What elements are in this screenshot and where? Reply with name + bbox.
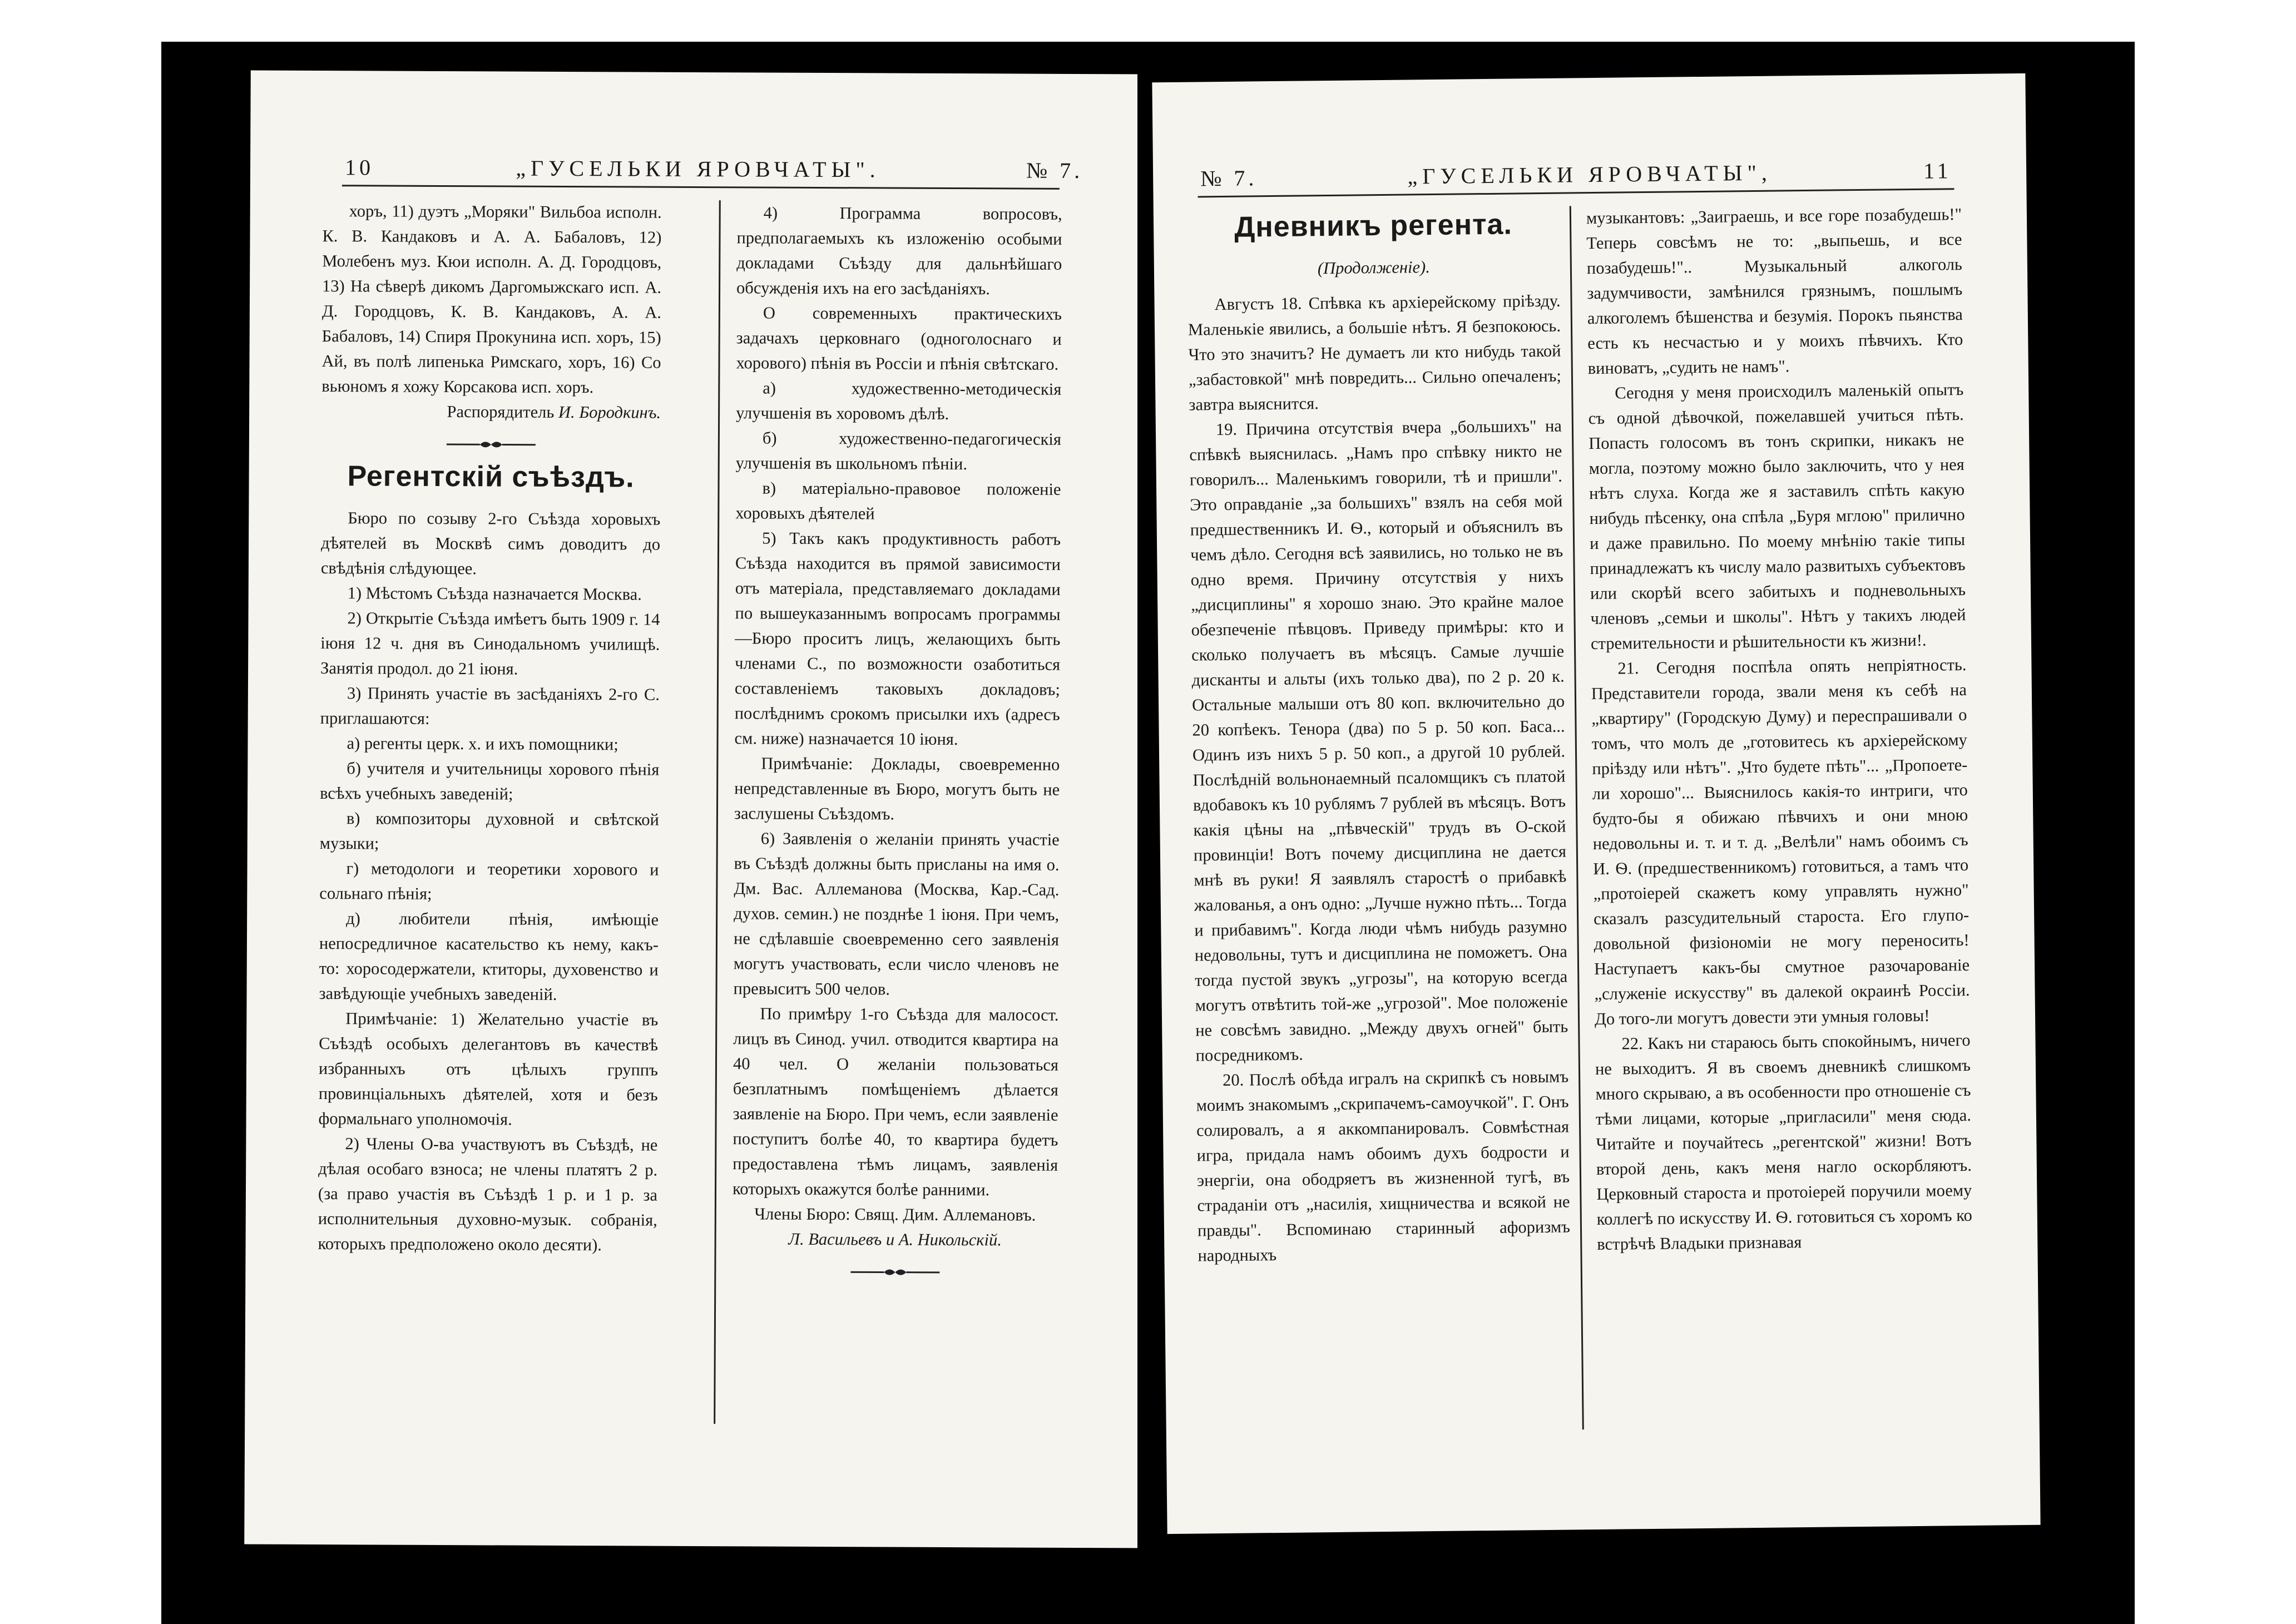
congress-col2-para-5: 5) Такъ какъ продуктивность работъ Съѣзда находится въ прямой зависимости отъ матеріала, представляемаго докладами по вышеуказаннымъ вопросамъ программы—Бюро проситъ лицъ, желающихъ быть членами С., по возможности озаботиться составленіемъ таковыхъ докладовъ; послѣднимъ срокомъ присылки ихъ (адресъ см. ниже) назначается 10 іюня.: [734, 528, 1061, 749]
right-running-title: „ГУСЕЛЬКИ ЯРОВЧАТЫ",: [1407, 160, 1773, 189]
organizer-name: И. Бородкинъ.: [558, 402, 661, 422]
congress-para-1: 1) Мѣстомъ Съѣзда назначается Москва.: [347, 583, 642, 604]
congress-para-0: Бюро по созыву 2-го Съѣзда хоровыхъ дѣятелей въ Москвѣ симъ доводитъ до свѣдѣнія слѣдующее.: [320, 508, 661, 578]
organizer-line: Распорядитель И. Бородкинъ.: [447, 402, 661, 422]
right-page: [1152, 73, 2040, 1534]
congress-col2-para-1: О современныхъ практическихъ задачахъ церковнаго (одноголоснаго и хорового) пѣнія въ Россіи и пѣнія свѣтскаго.: [736, 303, 1062, 374]
congress-para-5: б) учителя и учительницы хорового пѣнія всѣхъ учебныхъ заведеній;: [320, 759, 660, 804]
bureau-signature-1: Члены Бюро: Свящ. Дим. Аллемановъ.: [754, 1204, 1036, 1225]
ornament-divider-icon: [441, 438, 541, 452]
diary-para-1: 19. Причина отсутствія вчера „большихъ" на спѣвкѣ выяснилась. „Намъ про спѣвку никто не говорилъ... Маленькимъ говорили, тѣ и пришли". Это оправданіе „за большихъ" взялъ на себя мой предшественникъ И. Ѳ., который и объяснилъ въ чемъ дѣло. Сегодня всѣ заявились, но только не въ одно время. Причину отсутствія у нихъ „дисциплины" я хорошо знаю. Это крайне малое обезпеченіе пѣвцовъ. Приведу примѣры: кто и сколько получаетъ въ мѣсяцъ. Самые лучшіе дисканты и альты (ихъ только два), по 2 р. 20 к. Остальные малыши отъ 80 коп. включительно до 20 копѣекъ. Тенора (два) по 5 р. 50 коп. Баса... Одинъ изъ нихъ 5 р. 50 коп., а другой 10 рублей. Послѣдній вольнонаемный псаломщикъ съ платой вдобавокъ къ 10 рублямъ 7 рублей въ мѣсяцъ. Вотъ какія цѣны на „пѣвческій" трудъ въ О-ской провинціи! Вотъ почему дисциплина не дается мнѣ въ руки! Я заявлялъ старостѣ о прибавкѣ жалованья, а онъ одно: „Лучше нужно пѣть... Тогда и прибавимъ". Когда люди чѣмъ нибудь разумно недовольны, тутъ и дисциплина не поможетъ. Она тогда пустой звукъ „угрозы", на которую всегда могутъ отвѣтить той-же „угрозой". Мое положеніе не совсѣмъ завидно. „Между двухъ огней" быть посредникомъ.: [1189, 416, 1568, 1065]
congress-col2-para-0: 4) Программа вопросовъ, предполагаемыхъ къ изложенію особыми докладами Съѣзду для дальнѣйшаго обсужденія ихъ на его засѣданіяхъ.: [736, 203, 1062, 299]
congress-col2-para-6: Примѣчаніе: Доклады, своевременно непредставленные въ Бюро, могутъ быть не заслушены Съѣздомъ.: [734, 754, 1060, 824]
congress-para-9: Примѣчаніе: 1) Желательно участіе въ Съѣздѣ особыхъ делегантовъ въ качествѣ избранныхъ отъ цѣлыхъ группъ провинціальныхъ дѣятелей, хотя и безъ формальнаго уполномочія.: [318, 1009, 659, 1129]
congress-col2-para-4: в) матеріально-правовое положеніе хоровыхъ дѣятелей: [735, 478, 1061, 523]
left-page: [244, 71, 1146, 1548]
right-page-number: 11: [1923, 158, 1952, 184]
bureau-signature-2: Л. Васильевъ и А. Никольскій.: [788, 1229, 1002, 1250]
right-issue-number: № 7.: [1200, 165, 1258, 191]
left-running-title: „ГУСЕЛЬКИ ЯРОВЧАТЫ".: [516, 155, 880, 182]
congress-para-8: д) любители пѣнія, имѣющіе непосредличное касательство къ нему, какъ-то: хоросодержатели, ктиторы, духовенство и завѣдующіе учебныхъ заведеній.: [319, 909, 659, 1004]
regent-diary-title: Дневникъ регента.: [1234, 208, 1513, 244]
diary-col2-para-3: 22. Какъ ни стараюсь быть спокойнымъ, ничего не выходитъ. Я въ своемъ дневникѣ слишкомъ много скрываю, а въ особенности про отношеніе съ тѣми лицами, которые „пригласили" меня сюда. Читайте и поучайтесь „регентской" жизни! Вотъ второй день, какъ меня нагло оскорбляютъ. Церковный староста и протоіерей поручили моему коллегѣ по искусству И. Ѳ. готовиться съ хоромъ ко встрѣчѣ Владыки признавая: [1595, 1030, 1972, 1254]
diary-col2-para-2: 21. Сегодня поспѣла опять непріятность. Представители города, звали меня къ себѣ на „квартиру" (Городскую Думу) и переспрашивали о томъ, что молъ де „готовитесь къ архіерейскому пріѣзду или нѣтъ". „Что будете пѣть"... „Пропоете-ли хорошо"... Выяснилось какія-то интриги, что будто-бы я обижаю пѣвчихъ и они мною недовольны и. т. и т. д. „Велѣли" намъ обоимъ съ И. Ѳ. (предшественникомъ) готовиться, а тамъ что „протоіерей скажетъ кому управлять нужно" сказалъ разсудительный староста. Его глупо-довольной физіономіи не могу переносить! Наступаетъ какъ-бы смутное разочарованіе „служеніе искусству" въ далекой окраинѣ Россіи. До того-ли могутъ довести эти умныя головы!: [1591, 655, 1970, 1029]
ornament-end-icon: [845, 1265, 945, 1279]
right-column-2: [1586, 202, 1973, 1257]
regent-congress-title: Регентскій съѣздъ.: [347, 460, 635, 494]
congress-para-10: 2) Члены О-ва участвуютъ въ Съѣздѣ, не дѣлая особаго взноса; не члены платятъ 2 р. (за право участія въ Съѣздѣ 1 р. и 1 р. за исполнительныя духовно-музык. собранія, которыхъ предположено около десяти).: [318, 1134, 658, 1255]
left-column-divider: [714, 200, 721, 1424]
diary-col2-para-0: музыкантовъ: „Заиграешь, и все горе позабудешь!" Теперь совсѣмъ не то: „выпьешь, и все позабудешь!".. Музыкальный алкоголь задумчивости, замѣнился грязнымъ, пошлымъ алкоголемъ бѣшенства и безумія. Порокъ пьянства есть къ несчастью и у моихъ пѣвчихъ. Кто виноватъ, „судить не намъ".: [1586, 205, 1963, 378]
diary-para-0: Августъ 18. Спѣвка къ архіерейскому пріѣзду. Маленькіе явились, а большіе нѣтъ. Я безпокоюсь. Что это значитъ? Не думаетъ ли кто нибудь такой „забастовкой" мнѣ повредить... Сильно опечаленъ; завтра выяснится.: [1187, 291, 1562, 414]
diary-col2-para-1: Сегодня у меня происходилъ маленькій опытъ съ одной дѣвочкой, пожелавшей учиться пѣть. Попасть голосомъ въ тонъ скрипки, никакъ не могла, поэтому можно было заключить, что у нея нѣтъ слуха. Когда же я заставилъ спѣть какую нибудь пѣсенку, она спѣла „Буря мглою" прилично и даже правильно. По моему мнѣнію такіе типы принадлежатъ къ числу мало развитыхъ субъектовъ или скорѣй всего забитыхъ и подневольныхъ членовъ „семьи и школы". Нѣтъ у такихъ людей стремительности и рѣшительности къ жизни!.: [1588, 380, 1966, 653]
left-page-number: 10: [344, 155, 374, 180]
concert-program-text: хоръ, 11) дуэтъ „Моряки" Вильбоа исполн. К. В. Кандаковъ и А. А. Бабаловъ, 12) Молебенъ муз. Кюи исполн. А. Д. Городцовъ, 13) На сѣверѣ дикомъ Даргомыжскаго исп. А. Д. Городцовъ, К. В. Кандаковъ, А. А. Бабаловъ, 14) Спиря Прокунина исп. хоръ, 15) Ай, въ полѣ липенька Римскаго, хоръ, 16) Со вьюномъ я хожу Корсакова исп. хоръ.: [321, 201, 662, 397]
right-column-1: [1187, 206, 1571, 1269]
congress-para-7: г) методологи и теоретики хорового и сольнаго пѣнія;: [319, 859, 659, 903]
congress-para-6: в) композиторы духовной и свѣтской музыки;: [319, 809, 659, 853]
congress-para-2: 2) Открытіе Съѣзда имѣетъ быть 1909 г. 14 іюня 12 ч. дня въ Синодальномъ училищѣ. Занятія продол. до 21 іюня.: [320, 608, 660, 679]
left-column-2: [732, 200, 1062, 1293]
congress-col2-para-8: По примѣру 1-го Съѣзда для малосост. лицъ въ Синод. учил. отводится квартира на 40 чел. О желаніи пользоваться безплатнымъ помѣщеніемъ дѣлается заявленіе на Бюро. При чемъ, если заявленіе поступитъ болѣе 40, то квартира будетъ предоставлена тѣмъ лицамъ, заявленія которыхъ окажутся болѣе ранними.: [732, 1004, 1059, 1200]
congress-col2-para-7: 6) Заявленія о желаніи принять участіе въ Съѣздѣ должны быть присланы на имя о. Дм. Вас. Аллеманова (Москва, Кар.-Сад. духов. семин.) не позднѣе 1 іюня. При чемъ, не сдѣлавшіе своевременно сего заявленія могутъ участвовать, если число членовъ не превыситъ 500 челов.: [733, 829, 1060, 999]
congress-para-4: а) регенты церк. х. и ихъ помощники;: [347, 734, 618, 754]
right-column-divider: [1570, 206, 1584, 1429]
congress-para-3: 3) Принять участіе въ засѣданіяхъ 2-го С. приглашаются:: [320, 684, 660, 728]
continuation-note: (Продолженіе).: [1317, 258, 1431, 278]
congress-col2-para-2: а) художественно-методическія улучшенія въ хоровомъ дѣлѣ.: [736, 378, 1062, 423]
diary-para-2: 20. Послѣ обѣда игралъ на скрипкѣ съ новымъ моимъ знакомымъ „скрипачемъ-самоучкой". Г. Онъ солировалъ, а я аккомпанировалъ. Совмѣстная игра, придала намъ обоимъ духъ бодрости и энергіи, она ободряетъ въ жизненной тугѣ, въ страданіи отъ „насилія, хищничества и всякой не правды". Вспоминаю старинный афоризмъ народныхъ: [1196, 1067, 1571, 1265]
congress-col2-para-3: б) художественно-педагогическія улучшенія въ школьномъ пѣніи.: [735, 428, 1061, 474]
left-column-1: [318, 199, 661, 1258]
left-issue-number: № 7.: [1026, 157, 1083, 184]
